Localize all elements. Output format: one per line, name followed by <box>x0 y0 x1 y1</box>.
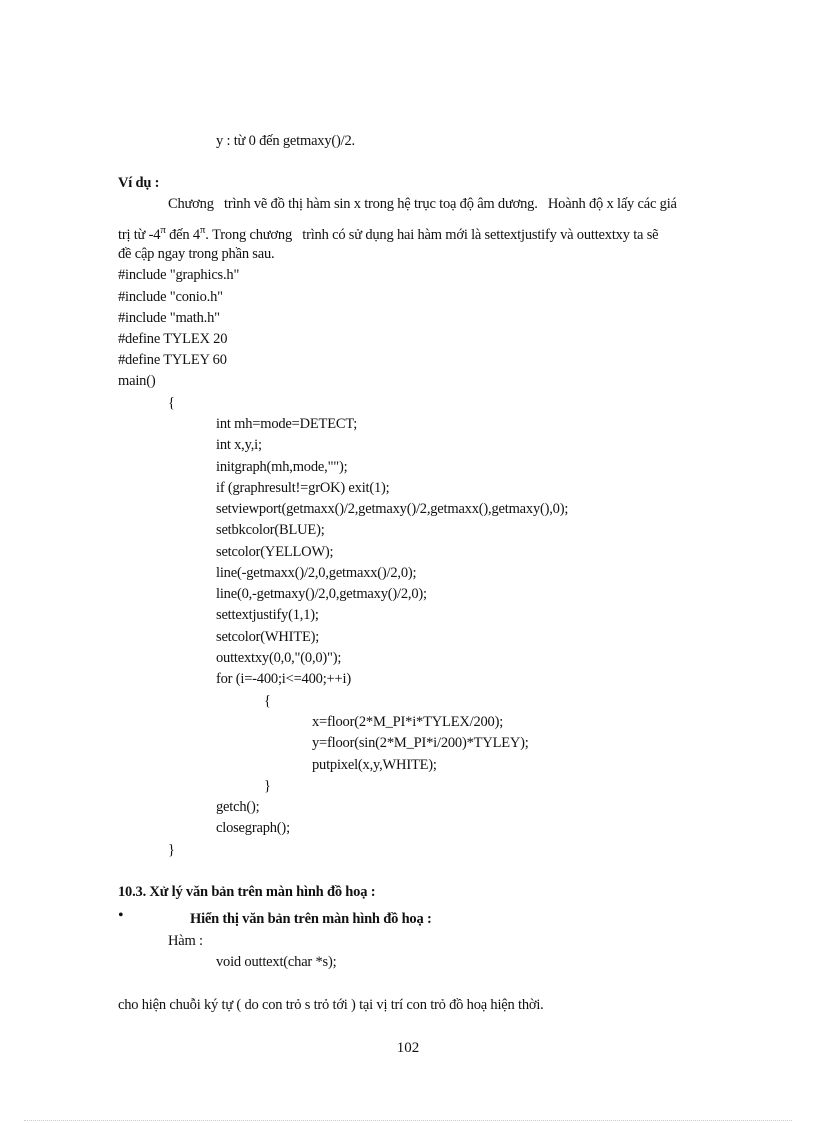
paragraph-line-1: Chương trình vẽ đồ thị hàm sin x trong hệ trục toạ độ âm dương. Hoành độ x lấy các giá <box>168 196 677 212</box>
code-line: outtextxy(0,0,"(0,0)"); <box>216 650 342 666</box>
code-line: } <box>168 842 175 858</box>
paragraph-line-3: đề cập ngay trong phần sau. <box>118 246 275 262</box>
code-line: for (i=-400;i<=400;++i) <box>216 671 351 687</box>
range-line: y : từ 0 đến getmaxy()/2. <box>216 133 355 149</box>
pi-symbol: π <box>199 224 206 236</box>
code-line: y=floor(sin(2*M_PI*i/200)*TYLEY); <box>312 735 529 751</box>
code-line: settextjustify(1,1); <box>216 607 319 623</box>
description-line: cho hiện chuỗi ký tự ( do con trỏ s trỏ tới ) tại vị trí con trỏ đồ hoạ hiện thời. <box>118 997 544 1013</box>
code-line: { <box>264 693 271 709</box>
code-line: setbkcolor(BLUE); <box>216 522 325 538</box>
code-line: initgraph(mh,mode,""); <box>216 459 348 475</box>
code-line: line(0,-getmaxy()/2,0,getmaxy()/2,0); <box>216 586 427 602</box>
page-number: 102 <box>396 1040 420 1056</box>
example-heading: Ví dụ : <box>118 175 160 191</box>
code-line: int mh=mode=DETECT; <box>216 416 358 432</box>
code-line: #include "conio.h" <box>118 289 223 305</box>
bullet-icon: • <box>118 907 124 924</box>
section-heading: 10.3. Xử lý văn bản trên màn hình đồ hoạ : <box>118 884 376 900</box>
code-line: #define TYLEX 20 <box>118 331 228 347</box>
code-line: #define TYLEY 60 <box>118 352 227 368</box>
code-line: putpixel(x,y,WHITE); <box>312 757 437 773</box>
code-line: setcolor(WHITE); <box>216 629 320 645</box>
code-line: x=floor(2*M_PI*i*TYLEX/200); <box>312 714 504 730</box>
code-line: int x,y,i; <box>216 437 262 453</box>
code-line: setcolor(YELLOW); <box>216 544 334 560</box>
code-line: getch(); <box>216 799 260 815</box>
code-line: #include "math.h" <box>118 310 220 326</box>
paragraph-line-2: trị từ $-4^\pi$ đến $4^\pi$. Trong chương trình có sử dụng hai hàm mới là settextjustify và outtextxy ta sẽ <box>118 224 659 243</box>
code-line: #include "graphics.h" <box>118 267 240 283</box>
pi-symbol: π <box>160 224 166 236</box>
ham-label: Hàm : <box>168 933 203 949</box>
code-line: closegraph(); <box>216 820 290 836</box>
code-line: } <box>264 778 271 794</box>
code-line: line(-getmaxx()/2,0,getmaxx()/2,0); <box>216 565 417 581</box>
function-signature: void outtext(char *s); <box>216 954 337 970</box>
code-line: if (graphresult!=grOK) exit(1); <box>216 480 390 496</box>
code-line: { <box>168 395 175 411</box>
code-line: main() <box>118 373 156 389</box>
page-bottom-divider <box>24 1120 792 1121</box>
code-line: setviewport(getmaxx()/2,getmaxy()/2,getmaxx(),getmaxy(),0); <box>216 501 569 517</box>
bullet-heading: Hiển thị văn bản trên màn hình đồ hoạ : <box>190 911 432 927</box>
